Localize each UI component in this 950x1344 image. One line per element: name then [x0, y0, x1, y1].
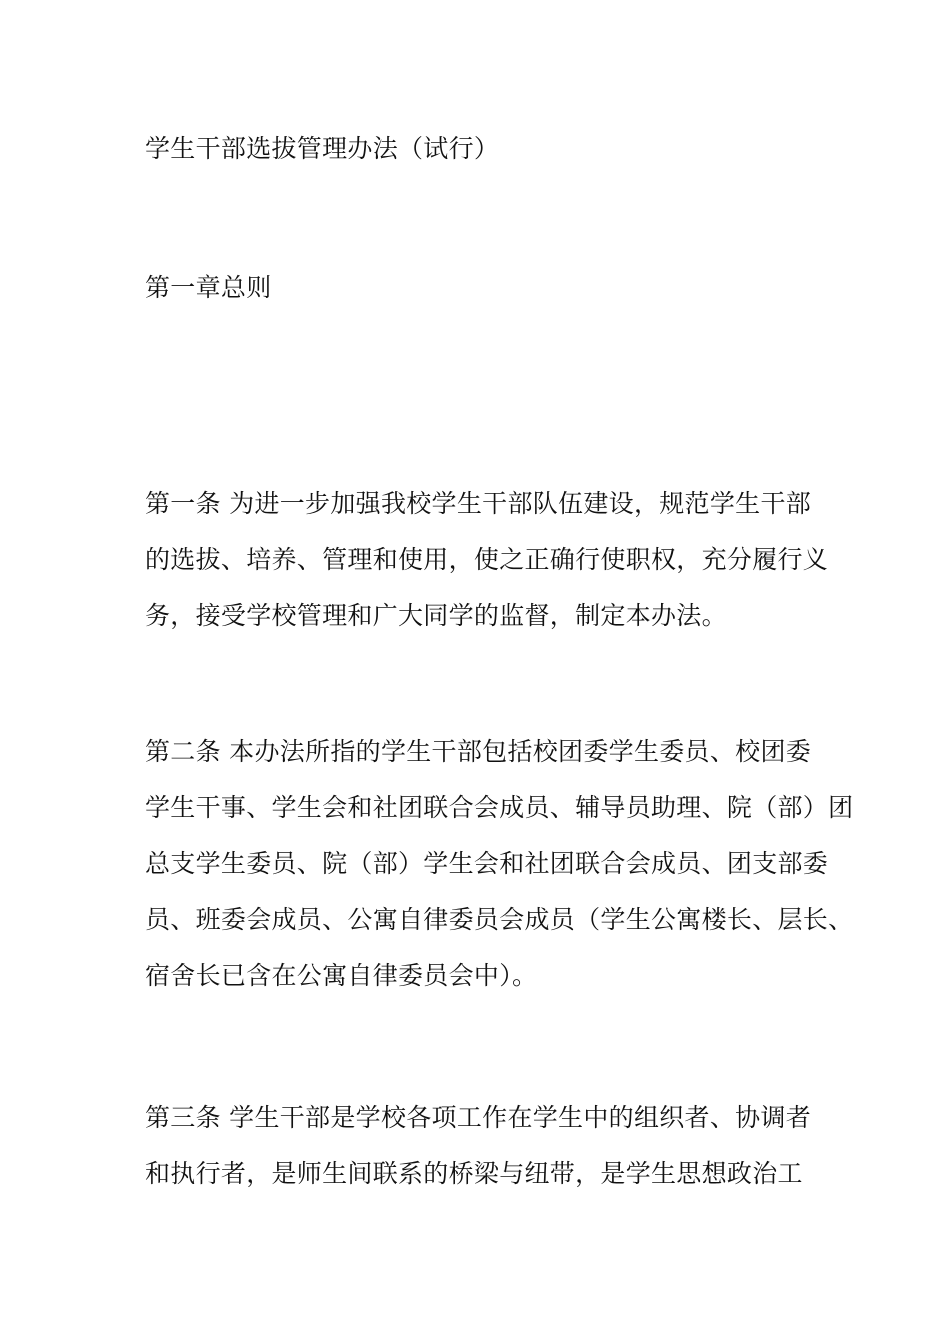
paragraph-line: 员、班委会成员、公寓自律委员会成员（学生公寓楼长、层长、: [145, 905, 854, 934]
paragraph-line: 第三条 学生干部是学校各项工作在学生中的组织者、协调者: [145, 1103, 812, 1132]
paragraph-line: 第一条 为进一步加强我校学生干部队伍建设，规范学生干部: [145, 489, 812, 518]
chapter-heading: 第一章总则: [145, 273, 272, 302]
paragraph-line: 务，接受学校管理和广大同学的监督，制定本办法。: [145, 601, 727, 630]
paragraph-line: 第二条 本办法所指的学生干部包括校团委学生委员、校团委: [145, 737, 812, 766]
paragraph-line: 宿舍长已含在公寓自律委员会中）。: [145, 961, 538, 990]
paragraph-line: 和执行者，是师生间联系的桥梁与纽带，是学生思想政治工: [145, 1159, 803, 1188]
article-3-paragraph: [145, 1090, 815, 1202]
article-1-paragraph: [145, 476, 829, 644]
paragraph-line: 学生干事、学生会和社团联合会成员、辅导员助理、院（部）团: [145, 793, 854, 822]
document-title: 学生干部选拔管理办法（试行）: [145, 134, 500, 163]
article-2-paragraph: [145, 724, 854, 1004]
paragraph-line: 总支学生委员、院（部）学生会和社团联合会成员、团支部委: [145, 849, 829, 878]
paragraph-line: 的选拔、培养、管理和使用，使之正确行使职权，充分履行义: [145, 545, 829, 574]
